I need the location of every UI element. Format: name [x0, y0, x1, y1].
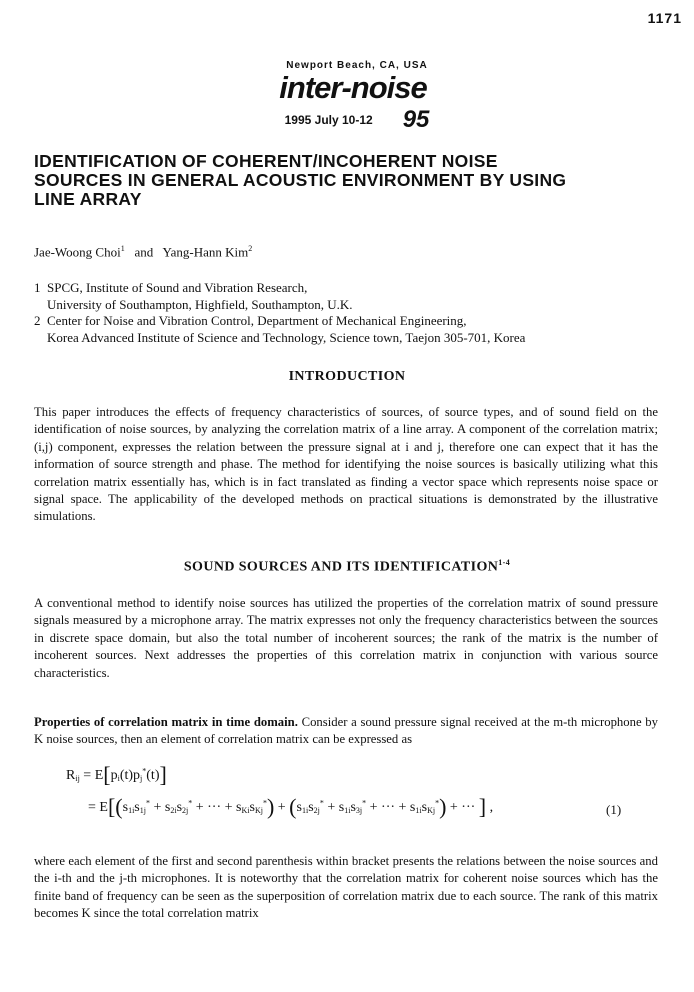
affiliation-number: 2	[34, 313, 41, 328]
authors	[34, 244, 252, 260]
intro-heading: INTRODUCTION	[288, 369, 406, 384]
conference-year: 95	[402, 106, 430, 133]
equation-1	[66, 762, 666, 832]
intro-paragraph: This paper introduces the effects of frequency characteristics of sources, of source types, and of sound field on the identification of noise sources, by analyzing the correlation matrix of a line array. A component of the correlation matrix; (i,j) component, expresses the relation between the pressure signal at i and j, therefore one can expect that it has the information of source strength and phase. The method for identifying the noise sources is basically utilizing what this correlation matrix essentially has, which is in fact translated as finding a vector space which represents noise space or signal space. The applicability of the developed methods on practical situations is demonstrated by the illustrative simulations.	[34, 405, 658, 524]
paper-title	[34, 152, 674, 209]
sources-heading	[0, 558, 694, 576]
run-in-heading: Properties of correlation matrix in time domain.	[34, 715, 298, 729]
affiliation-line: University of Southampton, Highfield, Southampton, U.K.	[47, 296, 353, 312]
conference-header	[0, 60, 694, 134]
conference-location: Newport Beach, CA, USA	[286, 60, 428, 71]
title-line: IDENTIFICATION OF COHERENT/INCOHERENT NOISE	[34, 151, 498, 171]
conference-logo: inter-noise	[279, 70, 427, 105]
properties-text: Consider a sound pressure signal received at the m-th microphone by K noise sources, then an element of correlation matrix can be expressed as	[34, 715, 658, 747]
page-number: 1171	[647, 10, 682, 26]
equation-line-2: = E[(s1is1j* + s2is2j* + ··· + sKisKj*) + (s1is2j* + s1is3j* + ··· + s1isKj*) + ··· ] ,	[88, 794, 494, 819]
author-name: Jae-Woong Choi	[34, 244, 121, 260]
affiliation-item	[34, 280, 654, 313]
reference-mark: 1-4	[498, 558, 511, 567]
conference-date-row	[20, 106, 694, 134]
title-line: SOURCES IN GENERAL ACOUSTIC ENVIRONMENT BY USING	[34, 170, 567, 190]
equation-line-1: Rij = E[pi(t)pj*(t)]	[66, 762, 167, 787]
affiliation-item	[34, 313, 654, 346]
sources-paragraph: A conventional method to identify noise sources has utilized the properties of the correlation matrix of sound pressure signals measured by a microphone array. The matrix expresses not only the frequency characteristics between the sources in discrete space domain, but also the total number of incoherent sources; the rank of the matrix is the number of incoherent sources. Next addresses the properties of this correlation matrix in conjunction with various source characteristics.	[34, 596, 658, 680]
sources-heading-text: SOUND SOURCES AND ITS IDENTIFICATION	[183, 559, 499, 575]
author-affiliation-mark: 1	[120, 244, 125, 253]
affiliation-number: 1	[34, 280, 41, 295]
author-conjunction: and	[134, 244, 154, 260]
affiliation-line: Center for Noise and Vibration Control, Department of Mechanical Engineering,	[47, 313, 467, 328]
title-line: LINE ARRAY	[34, 189, 142, 209]
affiliation-line: SPCG, Institute of Sound and Vibration Research,	[47, 280, 308, 295]
author-name: Yang-Hann Kim	[162, 244, 249, 260]
author-affiliation-mark: 2	[248, 244, 253, 253]
properties-paragraph	[34, 714, 658, 749]
conference-date: 1995 July 10-12	[284, 113, 373, 127]
equation-number: (1)	[606, 802, 622, 817]
affiliation-line: Korea Advanced Institute of Science and Technology, Science town, Taejon 305-701, Korea	[47, 329, 526, 345]
after-equation-paragraph: where each element of the first and second parenthesis within bracket presents the relations between the noise sources and the i-th and the j-th microphones. It is noteworthy that the correlation matrix for coherent noise sources which has the finite band of frequency can be seen as the superposition of correlation matrix due to each source. The rank of this matrix becomes K since the total correlation matrix	[34, 854, 658, 921]
affiliations	[34, 280, 654, 346]
